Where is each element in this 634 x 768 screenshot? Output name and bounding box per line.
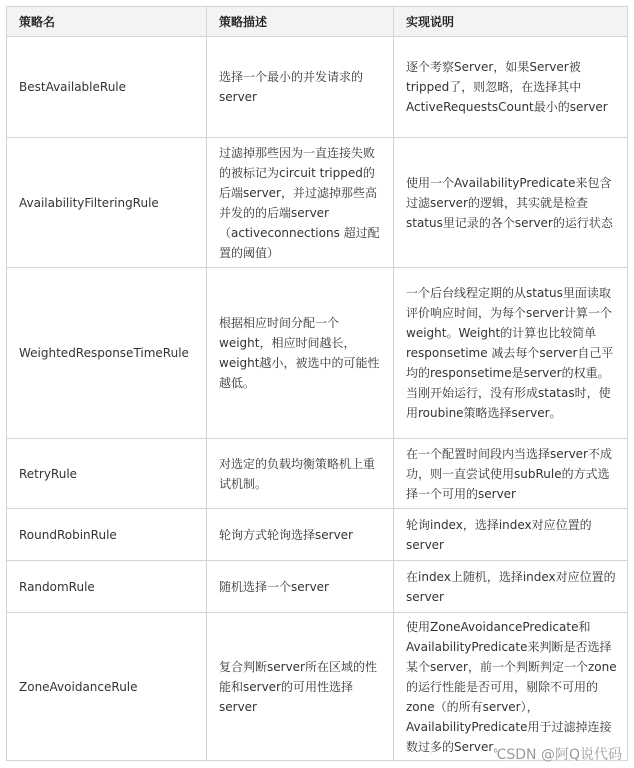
table-row: [7, 613, 628, 761]
table-row: [7, 509, 628, 561]
rule-description-cell: 对选定的负载均衡策略机上重试机制。: [207, 439, 394, 509]
rule-implementation-cell: 在一个配置时间段内当选择server不成功，则一直尝试使用subRule的方式选择一个可用的server: [394, 439, 628, 509]
rule-implementation-cell: 轮询index，选择index对应位置的server: [394, 509, 628, 561]
table-row: [7, 561, 628, 613]
header-strategy-name: 策略名: [7, 7, 207, 37]
rule-name-cell: RoundRobinRule: [7, 509, 207, 561]
rule-implementation-cell: 在index上随机，选择index对应位置的server: [394, 561, 628, 613]
rule-name-cell: RandomRule: [7, 561, 207, 613]
table-row: [7, 37, 628, 138]
rule-description-cell: 复合判断server所在区域的性能和server的可用性选择server: [207, 613, 394, 761]
header-implementation-notes: 实现说明: [394, 7, 628, 37]
rule-implementation-cell: 一个后台线程定期的从status里面读取评价响应时间，为每个server计算一个weight。Weight的计算也比较简单responsetime 减去每个server自己平均的responsetime是server的权重。当刚开始运行，没有形成statas时，使用roubine策略选择server。: [394, 268, 628, 439]
rule-description-cell: 轮询方式轮询选择server: [207, 509, 394, 561]
header-strategy-description: 策略描述: [207, 7, 394, 37]
rule-name-cell: ZoneAvoidanceRule: [7, 613, 207, 761]
rule-name-cell: BestAvailableRule: [7, 37, 207, 138]
rule-implementation-cell: 使用一个AvailabilityPredicate来包含过滤server的逻辑，其实就是检查status里记录的各个server的运行状态: [394, 138, 628, 268]
rule-implementation-cell: 使用ZoneAvoidancePredicate和AvailabilityPredicate来判断是否选择某个server，前一个判断判定一个zone的运行性能是否可用，剔除不可用的zone（的所有server），AvailabilityPredicate用于过滤掉连接数过多的Server。: [394, 613, 628, 761]
strategy-table: [6, 6, 628, 761]
rule-description-cell: 随机选择一个server: [207, 561, 394, 613]
rule-description-cell: 根据相应时间分配一个weight，相应时间越长，weight越小，被选中的可能性越低。: [207, 268, 394, 439]
table-row: [7, 439, 628, 509]
rule-implementation-cell: 逐个考察Server，如果Server被tripped了，则忽略，在选择其中ActiveRequestsCount最小的server: [394, 37, 628, 138]
rule-name-cell: AvailabilityFilteringRule: [7, 138, 207, 268]
table-row: [7, 268, 628, 439]
table-header-row: [7, 7, 628, 37]
rule-description-cell: 选择一个最小的并发请求的server: [207, 37, 394, 138]
rule-name-cell: WeightedResponseTimeRule: [7, 268, 207, 439]
csdn-watermark: CSDN @阿Q说代码: [496, 747, 622, 763]
rule-name-cell: RetryRule: [7, 439, 207, 509]
table-row: [7, 138, 628, 268]
rule-description-cell: 过滤掉那些因为一直连接失败的被标记为circuit tripped的后端server，并过滤掉那些高并发的的后端server（activeconnections 超过配置的阈值）: [207, 138, 394, 268]
